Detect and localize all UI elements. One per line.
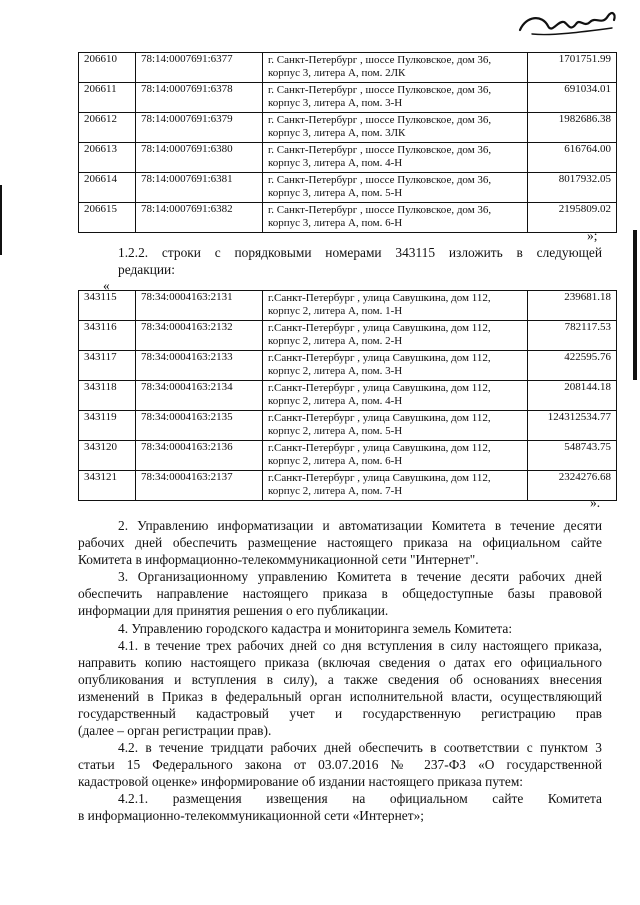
address-text: г. Санкт-Петербург , шоссе Пулковское, дом 36, <box>268 144 492 156</box>
address-text: корпус 2, литера А, пом. 1-Н <box>268 305 403 317</box>
cadastral-number <box>136 113 263 143</box>
cadastral-number <box>136 471 263 501</box>
paragraph-p41-line: 4.1. в течение трех рабочих дней со дня вступления в силу настоящего приказа, <box>118 638 602 653</box>
row-number <box>79 83 136 113</box>
table-row <box>79 203 617 233</box>
row-number-text: 206611 <box>84 83 117 95</box>
cadastral-value-text: 2195809.02 <box>558 203 611 215</box>
cadastral-number <box>136 411 263 441</box>
handwritten-signature <box>512 6 622 46</box>
address <box>263 351 528 381</box>
address-text: корпус 3, литера А, пом. 3-Н <box>268 97 403 109</box>
table-row <box>79 173 617 203</box>
cadastral-number-text: 78:14:0007691:6381 <box>141 173 233 185</box>
address <box>263 441 528 471</box>
row-number <box>79 411 136 441</box>
paragraph-p41-line: опубликования и вступления в силу), а также сведения об основаниях внесения <box>78 672 602 687</box>
table-section-2 <box>78 290 617 501</box>
address-text: г. Санкт-Петербург , шоссе Пулковское, дом 36, <box>268 204 492 216</box>
close-quote-2: ». <box>590 495 601 510</box>
table-row <box>79 291 617 321</box>
row-number <box>79 143 136 173</box>
row-number <box>79 173 136 203</box>
cadastral-value <box>528 471 617 501</box>
cadastral-value-text: 239681.18 <box>564 291 611 303</box>
paragraph-p41-line: (далее – орган регистрации прав). <box>78 723 272 738</box>
paragraph-p41-line: государственный кадастровый учет и государственную регистрацию прав <box>78 706 602 721</box>
address-text: г. Санкт-Петербург , шоссе Пулковское, дом 36, <box>268 114 492 126</box>
cadastral-value <box>528 53 617 83</box>
cadastral-number <box>136 441 263 471</box>
clause-1-2-2-line2: редакции: <box>118 262 175 277</box>
table-row <box>79 411 617 441</box>
row-number-text: 343119 <box>84 411 117 423</box>
address <box>263 143 528 173</box>
address-text: корпус 3, литера А, пом. 2ЛК <box>268 67 406 79</box>
cadastral-number-text: 78:14:0007691:6382 <box>141 203 233 215</box>
table-row <box>79 381 617 411</box>
paragraph-p2-line: 2. Управлению информатизации и автоматизации Комитета в течение десяти <box>118 518 602 533</box>
address-text: корпус 2, литера А, пом. 2-Н <box>268 335 403 347</box>
address-text: г.Санкт-Петербург , улица Савушкина, дом 112, <box>268 292 491 304</box>
cadastral-number-text: 78:34:0004163:2132 <box>141 321 233 333</box>
cadastral-value <box>528 113 617 143</box>
cadastral-number <box>136 83 263 113</box>
cadastral-value <box>528 411 617 441</box>
cadastral-number-text: 78:14:0007691:6380 <box>141 143 233 155</box>
address-text: г.Санкт-Петербург , улица Савушкина, дом 112, <box>268 382 491 394</box>
table-row <box>79 113 617 143</box>
close-quote-1: »; <box>587 228 598 243</box>
table-row <box>79 441 617 471</box>
paragraph-p42-line: кадастровой оценке» информирование об издании настоящего приказа путем: <box>78 774 524 789</box>
row-number <box>79 381 136 411</box>
address <box>263 113 528 143</box>
row-number-text: 206615 <box>84 203 117 215</box>
cadastral-value-text: 616764.00 <box>564 143 611 155</box>
address-text: корпус 3, литера А, пом. 5-Н <box>268 187 403 199</box>
paragraph-p42-line: статьи 15 Федерального закона от 03.07.2016 № 237-ФЗ «О государственной <box>78 757 602 772</box>
paragraph-p421-line: в информационно-телекоммуникационной сети «Интернет»; <box>78 808 424 823</box>
cadastral-number-text: 78:34:0004163:2136 <box>141 441 233 453</box>
table-section-1 <box>78 52 617 233</box>
cadastral-value <box>528 83 617 113</box>
table-row <box>79 143 617 173</box>
cadastral-value <box>528 351 617 381</box>
cadastral-number <box>136 143 263 173</box>
address-text: корпус 3, литера А, пом. 3ЛК <box>268 127 406 139</box>
open-quote: « <box>103 278 110 293</box>
cadastral-value-text: 691034.01 <box>564 83 611 95</box>
paragraph-p2-line: Комитета в информационно-телекоммуникационной сети "Интернет". <box>78 552 479 567</box>
cadastral-value-text: 1701751.99 <box>558 53 611 65</box>
cadastral-value-text: 1982686.38 <box>558 113 611 125</box>
cadastral-number-text: 78:34:0004163:2131 <box>141 291 233 303</box>
cadastral-number-text: 78:14:0007691:6378 <box>141 83 233 95</box>
cadastral-number <box>136 321 263 351</box>
row-number <box>79 113 136 143</box>
address <box>263 291 528 321</box>
cadastral-value-text: 782117.53 <box>564 321 611 333</box>
row-number <box>79 53 136 83</box>
cadastral-number <box>136 381 263 411</box>
address <box>263 173 528 203</box>
cadastral-number-text: 78:14:0007691:6379 <box>141 113 233 125</box>
row-number-text: 206610 <box>84 53 117 65</box>
cadastral-number-text: 78:14:0007691:6377 <box>141 53 233 65</box>
paragraph-p3-line: 3. Организационному управлению Комитета в течение десяти рабочих дней <box>118 569 602 584</box>
row-number-text: 343121 <box>84 471 117 483</box>
row-number-text: 343115 <box>84 291 117 303</box>
cadastral-number-text: 78:34:0004163:2137 <box>141 471 233 483</box>
table-row <box>79 351 617 381</box>
address-text: г.Санкт-Петербург , улица Савушкина, дом 112, <box>268 352 491 364</box>
cadastral-value-text: 548743.75 <box>564 441 611 453</box>
cadastral-value-text: 8017932.05 <box>558 173 611 185</box>
address-text: корпус 2, литера А, пом. 3-Н <box>268 365 403 377</box>
cadastral-value <box>528 203 617 233</box>
row-number <box>79 321 136 351</box>
cadastral-value <box>528 173 617 203</box>
address-text: корпус 2, литера А, пом. 4-Н <box>268 395 403 407</box>
address-text: корпус 3, литера А, пом. 4-Н <box>268 157 403 169</box>
paragraph-p42-line: 4.2. в течение тридцати рабочих дней обеспечить в соответствии с пунктом 3 <box>118 740 602 755</box>
address-text: г.Санкт-Петербург , улица Савушкина, дом 112, <box>268 412 491 424</box>
address-text: г. Санкт-Петербург , шоссе Пулковское, дом 36, <box>268 54 492 66</box>
row-number-text: 206612 <box>84 113 117 125</box>
row-number <box>79 351 136 381</box>
paragraph-p41-line: изменений в Приказ в федеральный орган исполнительной власти, осуществляющий <box>78 689 602 704</box>
clause-1-2-2-line1: 1.2.2. строки с порядковыми номерами 343115 изложить в следующей <box>118 245 602 260</box>
row-number-text: 343118 <box>84 381 117 393</box>
address <box>263 471 528 501</box>
address-text: г. Санкт-Петербург , шоссе Пулковское, дом 36, <box>268 174 492 186</box>
address <box>263 381 528 411</box>
row-number-text: 206613 <box>84 143 117 155</box>
cadastral-value <box>528 321 617 351</box>
address-text: корпус 3, литера А, пом. 6-Н <box>268 217 403 229</box>
address-text: г.Санкт-Петербург , улица Савушкина, дом 112, <box>268 322 491 334</box>
cadastral-value-text: 124312534.77 <box>547 411 611 423</box>
paragraph-p4-line: 4. Управлению городского кадастра и мониторинга земель Комитета: <box>118 621 513 636</box>
table-row <box>79 471 617 501</box>
paragraph-p2-line: рабочих дней обеспечить размещение настоящего приказа на официальном сайте <box>78 535 602 550</box>
table-row <box>79 83 617 113</box>
cadastral-number-text: 78:34:0004163:2135 <box>141 411 233 423</box>
cadastral-value <box>528 381 617 411</box>
paragraph-p421-line: 4.2.1. размещения извещения на официальном сайте Комитета <box>118 791 602 806</box>
address <box>263 411 528 441</box>
cadastral-value <box>528 441 617 471</box>
address <box>263 203 528 233</box>
cadastral-number <box>136 203 263 233</box>
row-number <box>79 441 136 471</box>
address-text: г.Санкт-Петербург , улица Савушкина, дом 112, <box>268 442 491 454</box>
row-number <box>79 471 136 501</box>
row-number-text: 343117 <box>84 351 117 363</box>
cadastral-value-text: 2324276.68 <box>558 471 611 483</box>
cadastral-value-text: 208144.18 <box>564 381 611 393</box>
paragraph-p3-line: обеспечить направление настоящего приказа в общедоступные базы правовой <box>78 586 602 601</box>
row-number-text: 343116 <box>84 321 117 333</box>
paragraph-p3-line: информации для принятия решения о его публикации. <box>78 603 389 618</box>
paragraph-p41-line: направить копию настоящего приказа (включая сведения о датах его официального <box>78 655 602 670</box>
cadastral-number <box>136 173 263 203</box>
address-text: корпус 2, литера А, пом. 5-Н <box>268 425 403 437</box>
table-row <box>79 53 617 83</box>
cadastral-number <box>136 53 263 83</box>
cadastral-number-text: 78:34:0004163:2133 <box>141 351 233 363</box>
row-number <box>79 203 136 233</box>
cadastral-number <box>136 351 263 381</box>
row-number-text: 343120 <box>84 441 117 453</box>
row-number <box>79 291 136 321</box>
cadastral-number-text: 78:34:0004163:2134 <box>141 381 233 393</box>
address <box>263 83 528 113</box>
address-text: г.Санкт-Петербург , улица Савушкина, дом 112, <box>268 472 491 484</box>
cadastral-number <box>136 291 263 321</box>
cadastral-value <box>528 143 617 173</box>
address-text: корпус 2, литера А, пом. 6-Н <box>268 455 403 467</box>
row-number-text: 206614 <box>84 173 117 185</box>
cadastral-value <box>528 291 617 321</box>
address-text: г. Санкт-Петербург , шоссе Пулковское, дом 36, <box>268 84 492 96</box>
cadastral-value-text: 422595.76 <box>564 351 611 363</box>
address-text: корпус 2, литера А, пом. 7-Н <box>268 485 403 497</box>
scan-edge-left <box>0 185 2 255</box>
table-row <box>79 321 617 351</box>
scan-edge-right <box>633 230 637 380</box>
address <box>263 53 528 83</box>
address <box>263 321 528 351</box>
